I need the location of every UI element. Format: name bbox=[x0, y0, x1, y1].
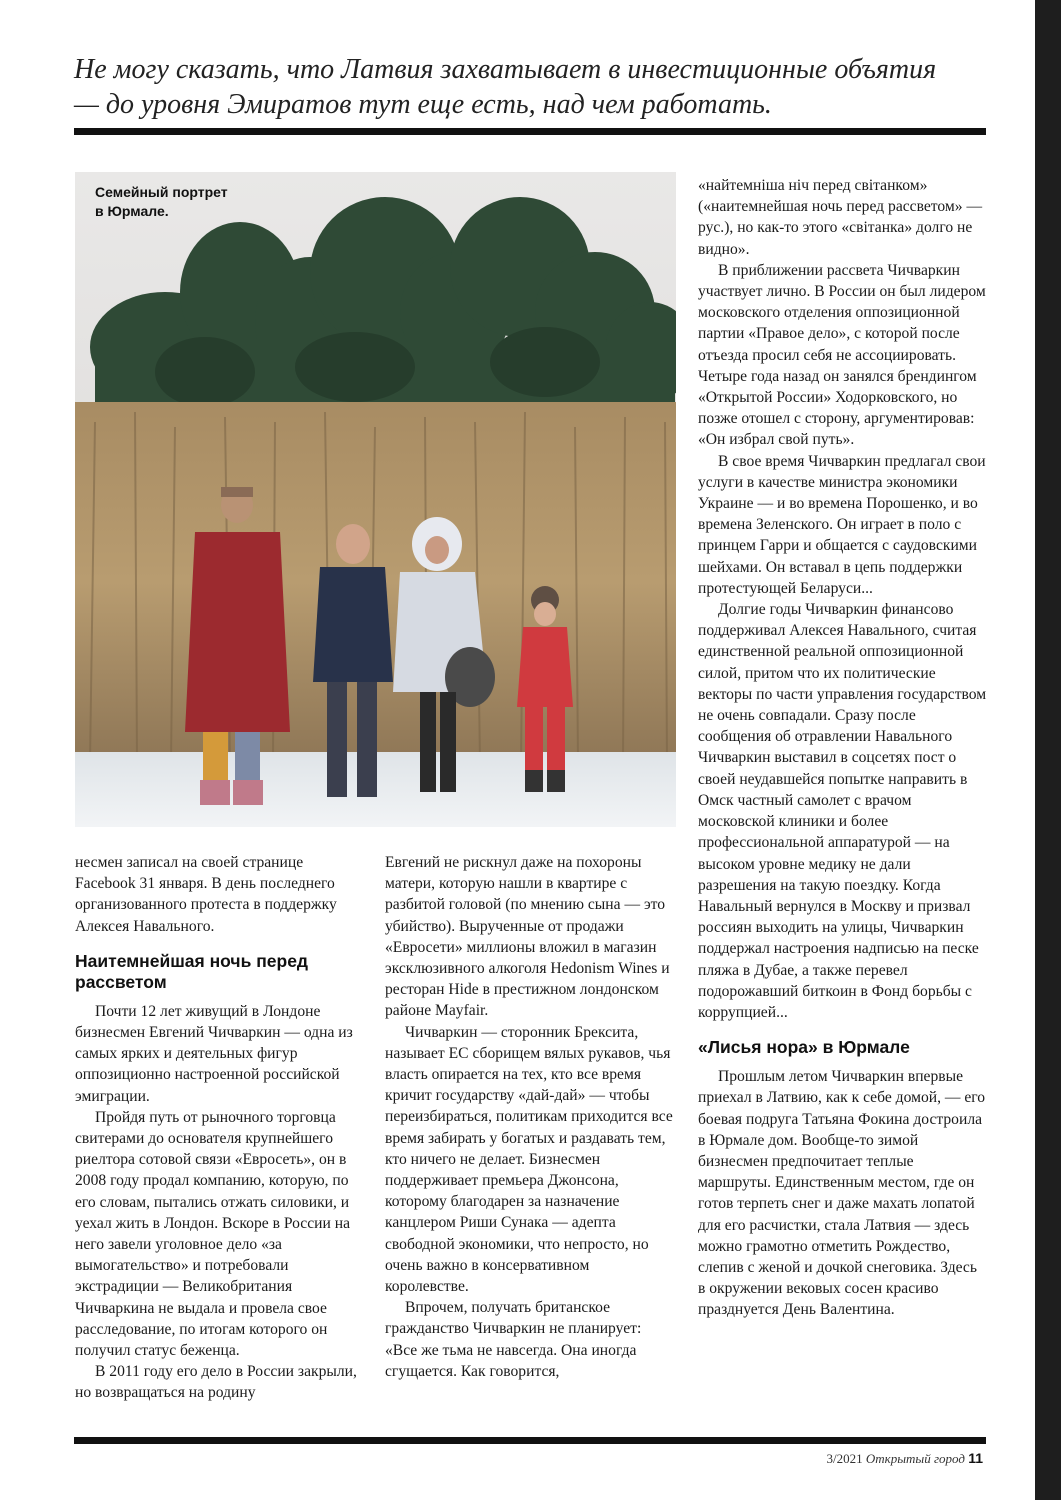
photo-caption-line-2: в Юрмале. bbox=[95, 203, 169, 219]
paragraph: несмен записал на своей странице Facebook 31 января. В день последнего организованного протеста в поддержку Алексея Навального. bbox=[75, 854, 337, 935]
photo-caption-line-1: Семейный портрет bbox=[95, 184, 228, 200]
page-footer bbox=[826, 1450, 983, 1467]
pull-quote-line-2: — до уровня Эмиратов тут еще есть, над чем работать. bbox=[74, 89, 772, 120]
paragraph: Впрочем, получать британское гражданство Чичваркин не планирует: «Все же тьма не навсегда. Она иногда сгущается. Как говорится, bbox=[385, 1299, 642, 1380]
family-photo bbox=[75, 172, 676, 827]
paragraph: «найтемніша ніч перед світанком» («наитемнейшая ночь перед рассветом» — рус.), но как-то этого «світанка» долго не видно». bbox=[698, 177, 983, 258]
issue-number: 3/2021 bbox=[826, 1451, 863, 1466]
page-edge-bar bbox=[1035, 0, 1061, 1500]
paragraph: Пройдя путь от рыночного торговца свитерами до основателя крупнейшего риелтора сотовой связи «Евросеть», он в 2008 году продал компанию, которую, по его словам, пытались отжать силовики, и уехал жить в Лондон. Вскоре в России на него завели уголовное дело «за вымогательство» и потребовали экстрадиции — Великобритания Чичваркина не выдала и провела свое расследование, по итогам которого он получил статус беженца. bbox=[75, 1108, 350, 1360]
paragraph: Евгений не рискнул даже на похороны матери, которую нашли в квартире с разбитой головой (по мнению сына — это убийство). Вырученные от продажи «Евросети» миллионы вложил в магазин эксклюзивного алкоголя Hedonism Wines и ресторан Hide в престижном лондонском районе Mayfair. bbox=[385, 854, 670, 1020]
article-column-1 bbox=[75, 852, 357, 1404]
page-number: 11 bbox=[968, 1450, 983, 1466]
paragraph: Долгие годы Чичваркин финансово поддерживал Алексея Навального, считая единственной реальной оппозиционной силой, притом что их политические векторы по части управления государством не очень совпадали. Сразу после сообщения об отравлении Навального Чичваркин выставил в соцсетях пост о своей неудавшейся попытке направить в Омск частный самолет с врачом московской клиники и более профессиональной аппаратурой — на высоком уровне медику не дали разрешения на такую поездку. Когда Навальный вернулся в Москву и призвал россиян выходить на улицы, Чичваркин поддержал настроения надписью на песке пляжа в Дубае, а также перевел подорожавший биткоин в Фонд борьбы с коррупцией... bbox=[698, 601, 987, 1021]
paragraph: Чичваркин — сторонник Брексита, называет ЕС сборищем вялых рукавов, чья власть опирается на тех, кто все время кричит государству «дай-дай» — чтобы переизбираться, политикам приходится все время забирать у богатых и раздавать тем, кто ничего не делает. Бизнесмен поддерживает премьера Джонсона, которому благодарен за назначение канцлером Риши Сунака — адепта свободной экономики, что непросто, но очень важно в консервативном королевстве. bbox=[385, 1023, 673, 1296]
paragraph: В свое время Чичваркин предлагал свои услуги в качестве министра экономики Украине — и во времена Порошенко, и во времена Зеленского. Он играет в поло с принцем Гарри и общается с саудовскими шейхами. Он вставал в цепь поддержки протестующей Беларуси... bbox=[698, 452, 986, 597]
photo-caption bbox=[95, 183, 295, 221]
pull-quote bbox=[74, 52, 1004, 122]
paragraph: В 2011 году его дело в России закрыли, но возвращаться на родину bbox=[75, 1363, 357, 1402]
bottom-rule bbox=[74, 1437, 986, 1444]
paragraph: В приближении рассвета Чичваркин участвует лично. В России он был лидером московского отделения оппозиционной партии «Правое дело», с которой после отъезда просил себя не ассоциировать. Четыре года назад он занялся брендингом «Открытой России» Ходорковского, но позже отошел с сторону, аргументировав: «Он избрал свой путь». bbox=[698, 261, 986, 449]
pull-quote-line-1: Не могу сказать, что Латвия захватывает в инвестиционные объятия bbox=[74, 54, 937, 85]
paragraph: Почти 12 лет живущий в Лондоне бизнесмен Евгений Чичваркин — одна из самых ярких и деятельных фигур оппозиционно настроенной российской эмиграции. bbox=[75, 1002, 353, 1105]
magazine-name: Открытый город bbox=[865, 1451, 965, 1466]
section-heading: «Лисья нора» в Юрмале bbox=[698, 1037, 910, 1058]
section-heading: Наитемнейшая ночь перед рассветом bbox=[75, 950, 309, 992]
top-rule bbox=[74, 128, 986, 135]
article-column-3 bbox=[698, 175, 988, 1321]
article-column-2 bbox=[385, 852, 675, 1382]
paragraph: Прошлым летом Чичваркин впервые приехал в Латвию, как к себе домой, — его боевая подруга Татьяна Фокина достроила в Юрмале дом. Вообще-то зимой бизнесмен предпочитает теплые маршруты. Единственным местом, где он готов терпеть снег и даже махать лопатой для его расчистки, стала Латвия — здесь можно грамотно отметить Рождество, слепив с женой и дочкой снеговика. Здесь в окружении вековых сосен красиво празднуется День Валентина. bbox=[698, 1068, 986, 1319]
